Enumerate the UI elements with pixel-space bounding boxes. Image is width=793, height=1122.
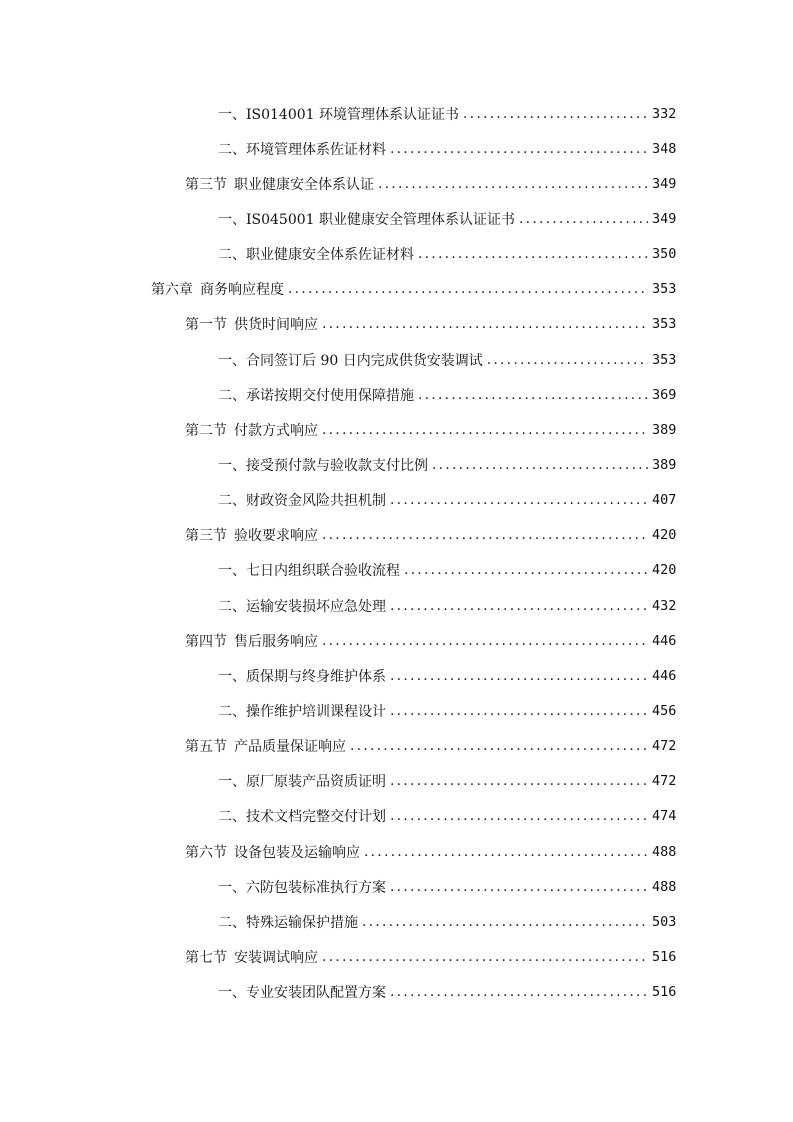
toc-entry[interactable]: [0, 518, 793, 553]
toc-entry-number: 第五节: [185, 739, 227, 756]
toc-entry[interactable]: [0, 131, 793, 166]
toc-entry-title: 质保期与终身维护体系: [246, 668, 386, 685]
toc-dot-leader: [322, 633, 648, 649]
toc-entry-title: 操作维护培训课程设计: [246, 703, 386, 720]
toc-dot-leader: [364, 844, 648, 860]
toc-dot-leader: [487, 352, 648, 368]
toc-entry-title: 商务响应程度: [200, 282, 284, 299]
toc-entry-page-number: 446: [652, 632, 677, 649]
toc-entry-title: 付款方式响应: [234, 422, 318, 439]
toc-dot-leader: [390, 703, 648, 719]
toc-entry[interactable]: [0, 588, 793, 623]
toc-entry-number: 第七节: [185, 949, 227, 966]
toc-entry-number: 一、: [218, 879, 246, 896]
toc-entry-number: 一、: [218, 352, 246, 369]
toc-entry-title: 职业健康安全体系认证: [234, 176, 374, 193]
toc-entry-title: 环境管理体系佐证材料: [246, 141, 386, 158]
toc-entry[interactable]: [0, 764, 793, 799]
toc-entry-title: 技术文档完整交付计划: [246, 809, 386, 826]
toc-entry-page-number: 389: [652, 456, 677, 473]
toc-entry-number: 二、: [218, 809, 246, 826]
toc-dot-leader: [362, 914, 648, 930]
toc-entry-number: 二、: [218, 247, 246, 264]
toc-entry[interactable]: [0, 975, 793, 1010]
toc-entry-title: 特殊运输保护措施: [246, 914, 358, 931]
toc-dot-leader: [390, 984, 648, 1000]
toc-entry-number: 一、: [218, 985, 246, 1002]
toc-entry-title: 财政资金风险共担机制: [246, 493, 386, 510]
toc-entry-number: 第一节: [185, 317, 227, 334]
toc-entry-title: 接受预付款与验收款支付比例: [246, 457, 428, 474]
toc-entry[interactable]: [0, 834, 793, 869]
toc-dot-leader: [390, 492, 648, 508]
toc-entry[interactable]: [0, 553, 793, 588]
toc-dot-leader: [519, 211, 648, 227]
toc-entry-number: 一、: [218, 668, 246, 685]
toc-entry-page-number: 432: [652, 597, 677, 614]
toc-entry-page-number: 332: [652, 105, 677, 122]
toc-entry-page-number: 472: [652, 738, 677, 755]
toc-entry-page-number: 349: [652, 175, 677, 192]
toc-entry-title: 职业健康安全体系佐证材料: [246, 247, 414, 264]
toc-entry-title: 承诺按期交付使用保障措施: [246, 387, 414, 404]
toc-dot-leader: [390, 668, 648, 684]
toc-entry-number: 二、: [218, 493, 246, 510]
toc-dot-leader: [404, 562, 648, 578]
toc-entry[interactable]: [0, 307, 793, 342]
toc-dot-leader: [322, 422, 648, 438]
toc-entry-number: 一、: [218, 211, 246, 228]
toc-entry[interactable]: [0, 166, 793, 201]
toc-entry-page-number: 407: [652, 492, 677, 509]
toc-dot-leader: [390, 773, 648, 789]
toc-dot-leader: [322, 316, 648, 332]
toc-entry-number: 一、: [218, 457, 246, 474]
toc-entry[interactable]: [0, 623, 793, 658]
toc-dot-leader: [463, 106, 648, 122]
toc-entry-number: 一、: [218, 563, 246, 580]
toc-entry[interactable]: [0, 869, 793, 904]
toc-entry[interactable]: [0, 939, 793, 974]
toc-entry-page-number: 353: [652, 316, 677, 333]
toc-dot-leader: [350, 738, 648, 754]
toc-entry[interactable]: [0, 658, 793, 693]
toc-entry-number: 二、: [218, 703, 246, 720]
toc-entry-page-number: 472: [652, 773, 677, 790]
toc-entry[interactable]: [0, 377, 793, 412]
toc-entry-title: 设备包装及运输响应: [234, 844, 360, 861]
toc-entry-number: 二、: [218, 914, 246, 931]
toc-dot-leader: [418, 387, 648, 403]
toc-entry-page-number: 488: [652, 878, 677, 895]
toc-entry-page-number: 348: [652, 140, 677, 157]
toc-entry-title: 运输安装损坏应急处理: [246, 598, 386, 615]
toc-entry-page-number: 389: [652, 421, 677, 438]
toc-entry-number: 二、: [218, 598, 246, 615]
toc-entry-title: IS014001 环境管理体系认证证书: [246, 106, 460, 123]
table-of-contents: [0, 96, 793, 1010]
toc-entry-title: 供货时间响应: [234, 317, 318, 334]
toc-entry[interactable]: [0, 693, 793, 728]
toc-entry[interactable]: [0, 96, 793, 131]
toc-entry-number: 第四节: [185, 633, 227, 650]
toc-entry-page-number: 503: [652, 913, 677, 930]
toc-entry-number: 一、: [218, 106, 246, 123]
toc-entry-page-number: 446: [652, 667, 677, 684]
toc-dot-leader: [390, 879, 648, 895]
toc-entry-title: 售后服务响应: [234, 633, 318, 650]
toc-entry-number: 第六节: [185, 844, 227, 861]
toc-dot-leader: [390, 598, 648, 614]
toc-entry-title: 安装调试响应: [234, 949, 318, 966]
toc-entry-page-number: 420: [652, 562, 677, 579]
toc-entry-title: IS045001 职业健康安全管理体系认证证书: [246, 211, 516, 228]
toc-entry-title: 六防包装标准执行方案: [246, 879, 386, 896]
toc-entry-title: 七日内组织联合验收流程: [246, 563, 400, 580]
toc-entry-page-number: 488: [652, 843, 677, 860]
toc-entry[interactable]: [0, 729, 793, 764]
toc-entry[interactable]: [0, 237, 793, 272]
toc-entry-title: 原厂原装产品资质证明: [246, 774, 386, 791]
toc-dot-leader: [288, 281, 648, 297]
toc-dot-leader: [378, 176, 648, 192]
toc-entry-page-number: 353: [652, 351, 677, 368]
toc-entry-title: 专业安装团队配置方案: [246, 985, 386, 1002]
toc-entry-number: 第三节: [185, 528, 227, 545]
toc-entry-number: 二、: [218, 387, 246, 404]
toc-entry-title: 产品质量保证响应: [234, 739, 346, 756]
toc-entry-title: 合同签订后 90 日内完成供货安装调试: [246, 352, 483, 369]
toc-dot-leader: [418, 246, 648, 262]
toc-entry[interactable]: [0, 272, 793, 307]
toc-entry[interactable]: [0, 342, 793, 377]
toc-dot-leader: [432, 457, 648, 473]
toc-entry[interactable]: [0, 483, 793, 518]
toc-entry-number: 第二节: [185, 422, 227, 439]
toc-entry-number: 第三节: [185, 176, 227, 193]
toc-entry-page-number: 350: [652, 246, 677, 263]
toc-entry[interactable]: [0, 447, 793, 482]
toc-entry-page-number: 516: [652, 948, 677, 965]
toc-entry-page-number: 349: [652, 210, 677, 227]
toc-entry-page-number: 420: [652, 527, 677, 544]
toc-entry[interactable]: [0, 201, 793, 236]
toc-entry-number: 第六章: [151, 282, 193, 299]
toc-entry-page-number: 353: [652, 281, 677, 298]
toc-entry-number: 二、: [218, 141, 246, 158]
toc-entry[interactable]: [0, 799, 793, 834]
toc-entry-title: 验收要求响应: [234, 528, 318, 545]
toc-entry[interactable]: [0, 904, 793, 939]
toc-dot-leader: [322, 527, 648, 543]
toc-entry-number: 一、: [218, 774, 246, 791]
toc-entry-page-number: 474: [652, 808, 677, 825]
toc-entry-page-number: 369: [652, 386, 677, 403]
toc-dot-leader: [390, 141, 648, 157]
toc-entry[interactable]: [0, 412, 793, 447]
toc-dot-leader: [390, 808, 648, 824]
toc-entry-page-number: 516: [652, 984, 677, 1001]
toc-dot-leader: [322, 949, 648, 965]
toc-entry-page-number: 456: [652, 702, 677, 719]
